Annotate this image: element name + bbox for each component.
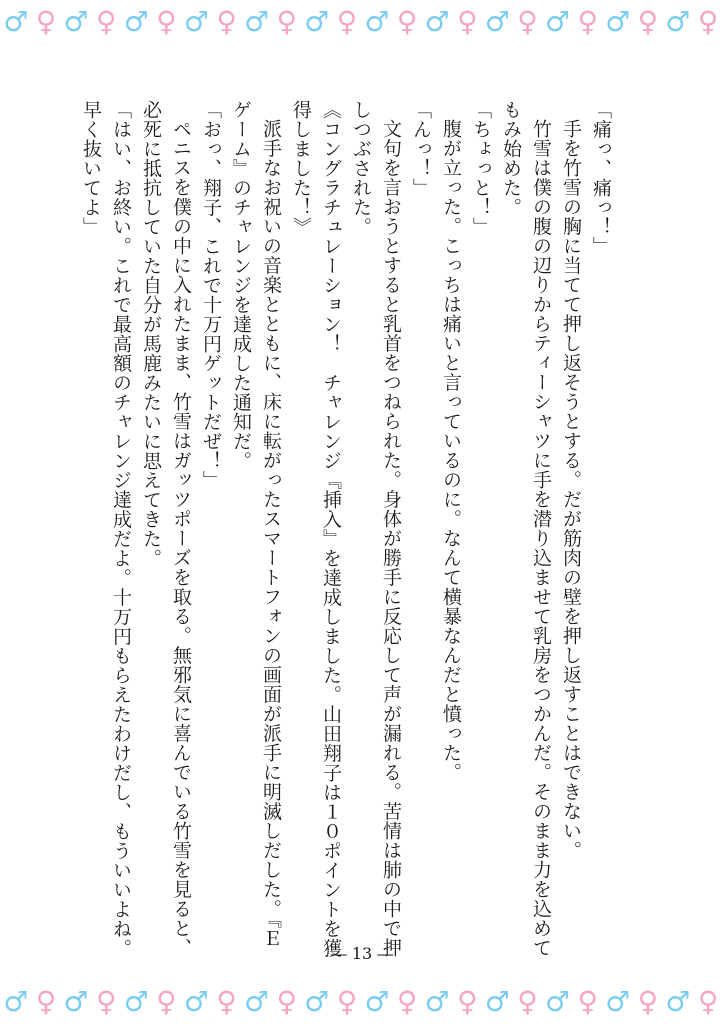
female-symbol-icon: ♀ xyxy=(697,985,719,1018)
narration-paragraph: 派手なお祝いの音楽とともに、床に転がったスマートフォンの画面が派手に明滅しだした。『Ｅゲーム』のチャレンジを達成した通知だ。 xyxy=(230,100,282,948)
dialogue-line: 「ちょっと！」 xyxy=(470,100,492,237)
male-symbol-icon: ♂ xyxy=(63,985,89,1018)
female-symbol-icon: ♀ xyxy=(577,5,598,38)
female-symbol-icon: ♀ xyxy=(336,985,358,1018)
dialogue-line: 「おっ、翔子、これで十万円ゲットだぜ！」 xyxy=(200,100,222,490)
male-symbol-icon: ♂ xyxy=(3,985,29,1018)
narration-paragraph: 手を竹雪の胸に当てて押し返そうとする。だが筋肉の壁を押し返すことはできない。 xyxy=(560,119,582,860)
male-symbol-icon: ♂ xyxy=(3,5,29,38)
male-symbol-icon: ♂ xyxy=(605,985,631,1018)
male-symbol-icon: ♂ xyxy=(665,985,691,1018)
female-symbol-icon: ♀ xyxy=(517,5,538,38)
male-symbol-icon: ♂ xyxy=(304,5,330,38)
male-symbol-icon: ♂ xyxy=(244,5,270,38)
dialogue-line: 《コングラチュレーション！ チャレンジ『挿入』を達成しました。山田翔子は１０ポイントを獲得しました！》 xyxy=(290,100,342,958)
top-decorative-border xyxy=(0,2,724,42)
male-symbol-icon: ♂ xyxy=(364,985,390,1018)
female-symbol-icon: ♀ xyxy=(396,5,418,38)
female-symbol-icon: ♀ xyxy=(35,5,57,38)
female-symbol-icon: ♀ xyxy=(276,5,298,38)
male-symbol-icon: ♂ xyxy=(183,5,210,38)
narration-paragraph: 文句を言おうとすると乳首をつねられた。身体が勝手に反応して声が漏れる。苦情は肺の中で押しつぶされた。 xyxy=(350,100,402,958)
female-symbol-icon: ♀ xyxy=(336,5,358,38)
male-symbol-icon: ♂ xyxy=(304,985,330,1018)
narration-paragraph: ペニスを僕の中に入れたまま、竹雪はガッツポーズを取る。無邪気に喜んでいる竹雪を見ると、必死に抵抗していた自分が馬鹿みたいに思えてきた。 xyxy=(140,100,192,958)
female-symbol-icon: ♀ xyxy=(156,5,177,38)
male-symbol-icon: ♂ xyxy=(545,5,571,38)
female-symbol-icon: ♀ xyxy=(637,985,659,1018)
female-symbol-icon: ♀ xyxy=(457,5,478,38)
male-symbol-icon: ♂ xyxy=(605,5,631,38)
female-symbol-icon: ♀ xyxy=(457,985,478,1018)
male-symbol-icon: ♂ xyxy=(484,985,510,1018)
male-symbol-icon: ♂ xyxy=(424,5,450,38)
male-symbol-icon: ♂ xyxy=(545,985,571,1018)
narration-paragraph: 腹が立った。こっちは痛いと言っているのに。なんて横暴なんだと憤った。 xyxy=(440,119,462,782)
female-symbol-icon: ♀ xyxy=(95,985,117,1018)
female-symbol-icon: ♀ xyxy=(156,985,177,1018)
bottom-decorative-border xyxy=(0,982,724,1022)
male-symbol-icon: ♂ xyxy=(665,5,691,38)
female-symbol-icon: ♀ xyxy=(216,985,237,1018)
female-symbol-icon: ♀ xyxy=(697,5,719,38)
female-symbol-icon: ♀ xyxy=(517,985,538,1018)
page-number: ― 13 ― xyxy=(330,944,394,963)
female-symbol-icon: ♀ xyxy=(637,5,659,38)
dialogue-line: 「はい、お終い。これで最高額のチャレンジ達成だよ。十万円もらえたわけだし、もういいよね。早く抜いてよ」 xyxy=(80,100,132,958)
male-symbol-icon: ♂ xyxy=(244,985,270,1018)
female-symbol-icon: ♀ xyxy=(35,985,57,1018)
female-symbol-icon: ♀ xyxy=(216,5,237,38)
female-symbol-icon: ♀ xyxy=(276,985,298,1018)
dialogue-line: 「痛っ、痛っ！」 xyxy=(590,100,612,256)
dialogue-line: 「んっ！」 xyxy=(410,100,432,198)
male-symbol-icon: ♂ xyxy=(183,985,210,1018)
male-symbol-icon: ♂ xyxy=(123,5,149,38)
male-symbol-icon: ♂ xyxy=(63,5,89,38)
female-symbol-icon: ♀ xyxy=(577,985,598,1018)
narration-paragraph: 竹雪は僕の腹の辺りからティーシャツに手を潜り込ませて乳房をつかんだ。そのまま力を込めてもみ始めた。 xyxy=(500,100,552,958)
male-symbol-icon: ♂ xyxy=(424,985,450,1018)
male-symbol-icon: ♂ xyxy=(123,985,149,1018)
female-symbol-icon: ♀ xyxy=(95,5,117,38)
vertical-text-body xyxy=(56,100,616,960)
male-symbol-icon: ♂ xyxy=(484,5,510,38)
female-symbol-icon: ♀ xyxy=(396,985,418,1018)
male-symbol-icon: ♂ xyxy=(364,5,390,38)
